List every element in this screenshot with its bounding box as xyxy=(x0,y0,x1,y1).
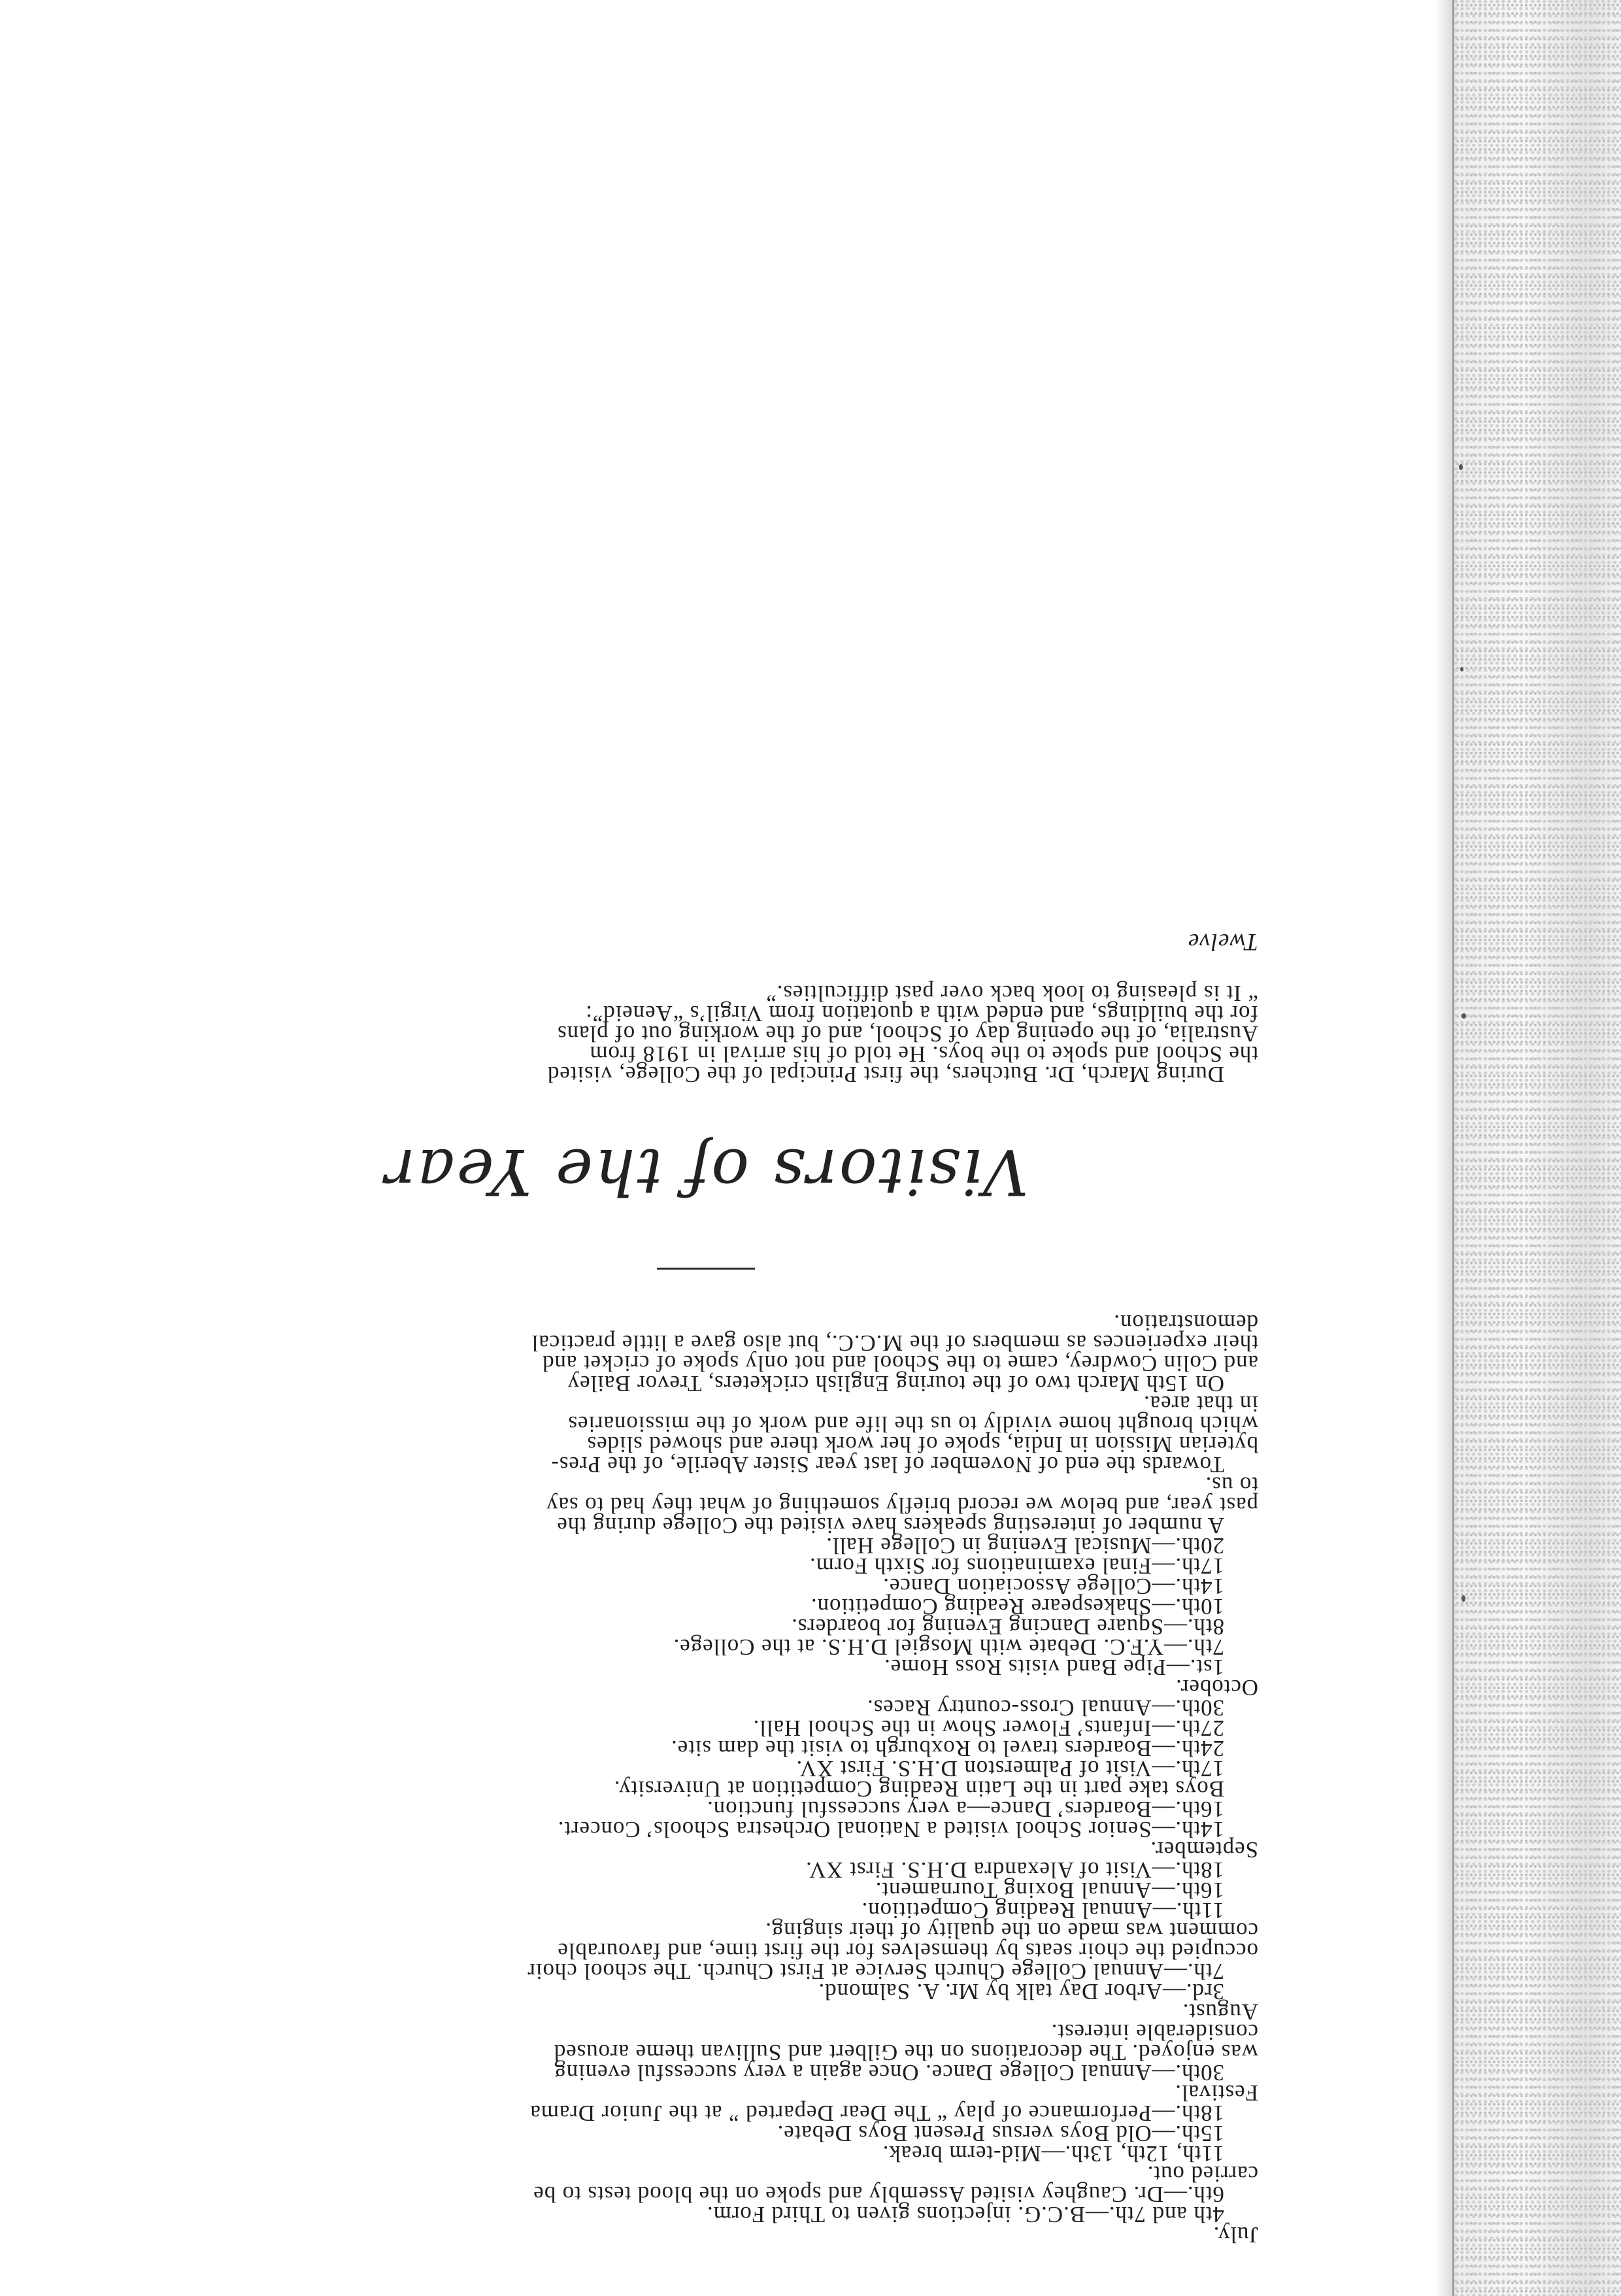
calendar-entry: 14th.—College Association Dance. xyxy=(882,1574,1224,1599)
calendar-entry: 17th.—Final examinations for Sixth Form. xyxy=(809,1553,1224,1579)
calendar-entry-continued: comment was made on the quality of their singing. xyxy=(765,1918,1258,1944)
visitors-paragraph-line: for the buildings, and ended with a quotation from Virgil’s “Aeneid”: xyxy=(585,1001,1258,1026)
section-divider xyxy=(657,1268,755,1270)
month-heading-october: October. xyxy=(1175,1675,1258,1700)
calendar-entry: 30th.—Annual Cross-country Races. xyxy=(867,1695,1224,1721)
calendar-entry: 3rd.—Arbor Day talk by Mr. A. Salmond. xyxy=(818,1979,1224,2004)
speakers-paragraph-line: A number of interesting speakers have visited the College during the xyxy=(556,1513,1224,1538)
calendar-entry: 10th.—Shakespeare Reading Competition. xyxy=(811,1594,1224,1619)
calendar-entry: 20th.—Musical Evening in College Hall. xyxy=(826,1533,1224,1559)
calendar-entry: 4th and 7th.—B.C.G. injections given to Third Form. xyxy=(707,2202,1224,2227)
page-number: Twelve xyxy=(1187,928,1258,955)
calendar-entry-continued: was enjoyed. The decorations on the Gilbert and Sullivan theme aroused xyxy=(553,2040,1258,2065)
speakers-paragraph-line: to us. xyxy=(1205,1472,1258,1498)
calendar-entry: 24th.—Boarders travel to Roxburgh to visit the dam site. xyxy=(671,1736,1224,1761)
month-heading-july: July. xyxy=(1212,2222,1258,2248)
calendar-entry: 16th.—Boarders’ Dance—a very successful function. xyxy=(707,1797,1224,1822)
calendar-entry: 30th.—Annual College Dance. Once again a very successful evening xyxy=(554,2060,1224,2085)
calendar-entry: 18th.—Visit of Alexandra D.H.S. First XV. xyxy=(805,1857,1224,1883)
calendar-entry: 14th.—Senior School visited a National Orchestra Schools’ Concert. xyxy=(557,1817,1224,1842)
month-heading-september: September. xyxy=(1150,1837,1258,1863)
speakers-paragraph-line: past year, and below we record briefly something of what they had to say xyxy=(546,1493,1258,1518)
section-title: Visitors of the Year xyxy=(383,1135,1029,1208)
calendar-entry-continued: occupied the choir seats by themselves for the first time, and favourable xyxy=(557,1938,1258,1964)
calendar-entry: 27th.—Infants’ Flower Show in the School Hall. xyxy=(752,1715,1224,1741)
visitors-paragraph-line: During March, Dr. Butchers, the first Principal of the College, visited xyxy=(547,1062,1224,1087)
speakers-paragraph-line: Towards the end of November of last year Sister Aberile, of the Pres- xyxy=(550,1452,1224,1477)
visitors-paragraph-line: Australia, of the opening day of School, and of the working out of plans xyxy=(557,1021,1258,1047)
page-content xyxy=(154,928,1258,2248)
speakers-paragraph-line: which brought home vividly to us the life and work of the missionaries xyxy=(567,1411,1258,1437)
calendar-entry: 8th.—Square Dancing Evening for boarders. xyxy=(791,1614,1224,1640)
speakers-paragraph-line: their experiences as members of the M.C.C., but also gave a little practical xyxy=(531,1330,1258,1356)
calendar-entry: 11th.—Annual Reading Competition. xyxy=(861,1898,1224,1923)
calendar-entry-continued: Boys take part in the Latin Reading Competition at University. xyxy=(613,1776,1224,1802)
scanned-binding-edge xyxy=(1454,0,1621,2296)
calendar-entry-continued: considerable interest. xyxy=(1050,2019,1258,2045)
scan-speck xyxy=(1462,1013,1466,1019)
calendar-entry: 7th.—Y.F.C. Debate with Mosgiel D.H.S. at the College. xyxy=(673,1634,1224,1660)
calendar-entry: 17th.—Visit of Palmerston D.H.S. First XV. xyxy=(795,1756,1224,1781)
visitors-paragraph-line: the School and spoke to the boys. He told of his arrival in 1918 from xyxy=(589,1041,1258,1067)
calendar-entry: 6th.—Dr. Caughey visited Assembly and spoke on the blood tests to be xyxy=(533,2182,1224,2207)
calendar-entry: 16th.—Annual Boxing Tournament. xyxy=(875,1878,1224,1903)
speakers-paragraph-line: On 15th March two of the touring English cricketers, Trevor Bailey xyxy=(567,1371,1224,1396)
speakers-paragraph-line: byterian Mission in India, spoke of her work there and showed slides xyxy=(586,1432,1258,1457)
scan-speck xyxy=(1460,667,1463,671)
speakers-paragraph-line: demonstration. xyxy=(1113,1310,1258,1336)
calendar-entry: 7th.—Annual College Church Service at First Church. The school choir xyxy=(527,1959,1224,1984)
calendar-entry: 18th.—Performance of play “ The Dear Departed ” at the Junior Drama xyxy=(529,2101,1224,2126)
speakers-paragraph-line: in that area. xyxy=(1143,1391,1258,1417)
speakers-paragraph-line: and Colin Cowdrey, came to the School and not only spoke of cricket and xyxy=(542,1351,1258,1376)
month-heading-august: August. xyxy=(1182,1999,1258,2025)
binding-shadow xyxy=(1435,0,1454,2296)
calendar-entry: 11th, 12th, 13th.—Mid-term break. xyxy=(882,2141,1224,2167)
calendar-entry: 15th.—Old Boys versus Present Boys Debate. xyxy=(777,2121,1224,2146)
scan-speck xyxy=(1459,464,1463,470)
calendar-entry-continued: carried out. xyxy=(1146,2161,1258,2187)
scan-speck xyxy=(1462,1595,1465,1602)
visitors-paragraph-line: “ It is pleasing to look back over past difficulties.” xyxy=(765,981,1258,1006)
calendar-entry-continued: Festival. xyxy=(1175,2080,1258,2106)
calendar-entry: 1st.—Pipe Band visits Ross Home. xyxy=(884,1655,1224,1680)
